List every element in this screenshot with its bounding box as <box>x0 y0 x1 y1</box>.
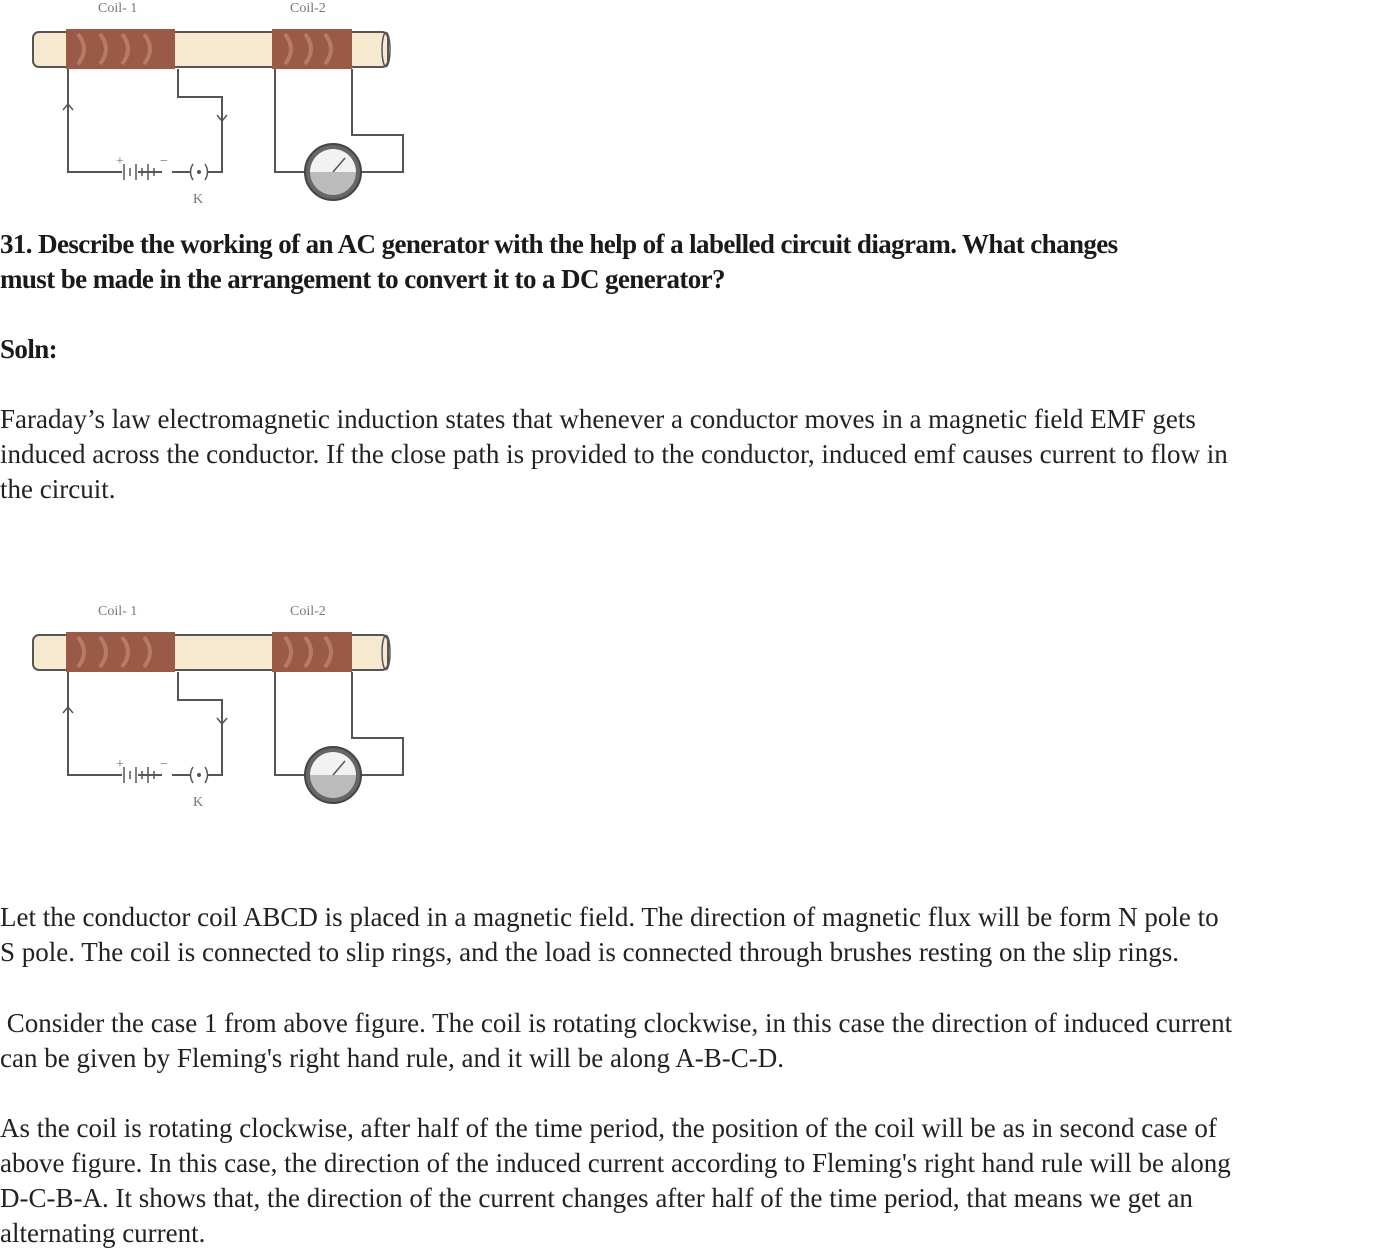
coil2-label: Coil-2 <box>290 1 326 16</box>
key-label: K <box>193 795 204 810</box>
current-arrow-icon <box>63 707 227 724</box>
key-label: K <box>193 192 204 207</box>
minus-sign: − <box>160 757 168 772</box>
galvanometer-icon <box>305 144 361 200</box>
current-arrow-icon <box>63 104 227 121</box>
paragraph-4-line-2: above figure. In this case, the direction of the induced current according to Fleming's right hand rule will be along <box>0 1148 1231 1178</box>
soln-label: Soln: <box>0 334 58 364</box>
paragraph-3-line-1: Consider the case 1 from above figure. The coil is rotating clockwise, in this case the direction of induced current <box>0 1008 1233 1038</box>
plus-sign: + <box>116 154 124 169</box>
coil2-label: Coil-2 <box>290 604 326 619</box>
key-switch-icon <box>191 767 208 783</box>
paragraph-4-line-4: alternating current. <box>0 1218 206 1248</box>
paragraph-2-line-1: Let the conductor coil ABCD is placed in a magnetic field. The direction of magnetic flux will be form N pole to <box>0 902 1219 932</box>
paragraph-4-line-3: D-C-B-A. It shows that, the direction of the current changes after half of the time period, that means we get an <box>0 1183 1193 1213</box>
galvanometer-icon <box>305 747 361 803</box>
paragraph-1-line-2: induced across the conductor. If the close path is provided to the conductor, induced emf causes current to flow in <box>0 439 1228 469</box>
paragraph-1-line-1: Faraday’s law electromagnetic induction states that whenever a conductor moves in a magnetic field EMF gets <box>0 404 1196 434</box>
coil1-label: Coil- 1 <box>98 1 138 16</box>
paragraph-3-line-2: can be given by Fleming's right hand rule, and it will be along A-B-C-D. <box>0 1043 784 1073</box>
paragraph-1-line-3: the circuit. <box>0 474 116 504</box>
key-switch-icon <box>191 164 208 180</box>
coil1-label: Coil- 1 <box>98 604 138 619</box>
paragraph-2-line-2: S pole. The coil is connected to slip rings, and the load is connected through brushes resting on the slip rings. <box>0 937 1180 967</box>
minus-sign: − <box>160 154 168 169</box>
plus-sign: + <box>116 757 124 772</box>
induction-coils-diagram-2 <box>0 601 420 816</box>
induction-coils-diagram-1 <box>0 0 420 213</box>
question-line-1: 31. Describe the working of an AC generator with the help of a labelled circuit diagram. What changes <box>0 229 1118 259</box>
paragraph-4-line-1: As the coil is rotating clockwise, after half of the time period, the position of the coil will be as in second case of <box>0 1113 1217 1143</box>
question-line-2: must be made in the arrangement to convert it to a DC generator? <box>0 264 725 294</box>
